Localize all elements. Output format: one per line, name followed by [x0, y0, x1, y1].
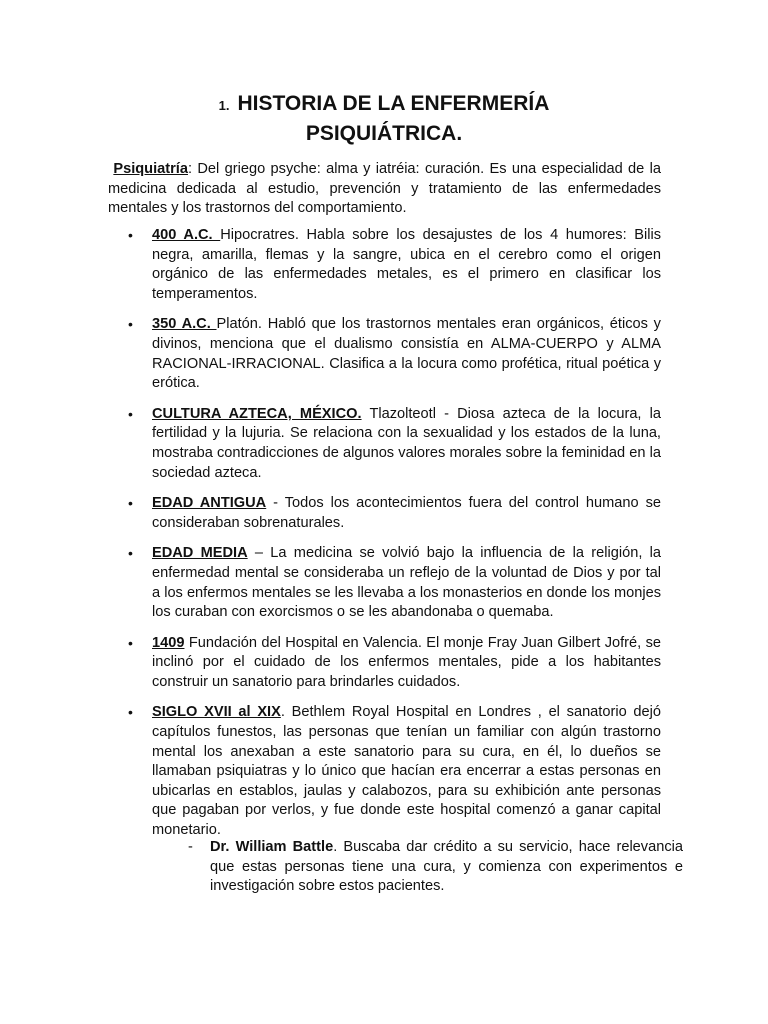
bullet-icon: •: [128, 634, 133, 651]
item-label: 400 A.C.: [152, 227, 221, 243]
item-text: – La medicina se volvió bajo la influencia de la religión, la enfermedad mental se consideraba un reflejo de la voluntad de Dios y por tal a los enfermos mentales se les llevaba a los monasterios en donde los monjes los curaban con exorcismos o se les abandonaba o quemaba.: [152, 545, 661, 621]
item-text: Platón. Habló que los trastornos mentales eran orgánicos, éticos y divinos, menciona que el dualismo consistía en ALMA-CUERPO y ALMA RACIONAL-IRRACIONAL. Clasifica a la locura como profética, ritual poética y erótica.: [152, 316, 661, 392]
list-item: [108, 226, 661, 304]
sub-item-label: Dr. William Battle: [210, 839, 334, 855]
item-label: 350 A.C.: [152, 316, 217, 333]
item-label: EDAD ANTIGUA: [152, 495, 267, 512]
intro-term: Psiquiatría: [113, 161, 188, 177]
item-text: Tlazolteotl - Diosa azteca de la locura, la fertilidad y la lujuria. Se relaciona con la sexualidad y los estados de la luna, mostraba contradicciones de algunos valores morales sobre la feminidad en la sociedad azteca.: [152, 405, 662, 481]
list-item: [108, 703, 661, 840]
item-label: EDAD MEDIA: [152, 545, 248, 562]
history-bullet-list: [108, 226, 661, 852]
list-item: [108, 634, 661, 693]
item-text: Fundación del Hospital en Valencia. El monje Fray Juan Gilbert Jofré, se inclinó por el cuidado de los enfermos mentales, pide a los habitantes construir un sanatorio para brindarles cuidados.: [152, 634, 661, 690]
item-label: SIGLO XVII al XIX: [152, 704, 281, 721]
bullet-icon: •: [128, 316, 133, 333]
list-item: [108, 315, 661, 393]
list-item: [108, 405, 661, 483]
intro-text: : Del griego psyche: alma y iatréia: curación. Es una especialidad de la medicina dedicada al estudio, prevención y tratamiento de las enfermedades mentales y los trastornos del comportamiento.: [108, 161, 661, 217]
item-text: - Todos los acontecimientos fuera del control humano se consideraban sobrenaturales.: [152, 495, 661, 531]
item-text: Hipocratres. Habla sobre los desajustes de los 4 humores: Bilis negra, amarilla, flemas y la sangre, ubica en el cerebro como el origen orgánico de las enfermedades metales, es el primero en clasificar los temperamentos.: [152, 227, 661, 302]
item-text: . Bethlem Royal Hospital en Londres , el sanatorio dejó capítulos funestos, las personas que tenían un familiar con algún trastorno mental los anexaban a este sanatorio para su cura, en él, lo dueños se llamaban psiquiatras y lo único que hacían era encerrar a estas personas en ubicarlas en establos, jaulas y calabozos, para su exhibición ante personas que pagaban por verlos, y fue donde este hospital comenzó a ganar capital monetario.: [152, 704, 661, 839]
bullet-icon: •: [128, 545, 133, 562]
page-title: [108, 90, 660, 148]
title-line-1: HISTORIA DE LA ENFERMERÍA: [237, 92, 550, 115]
bullet-icon: •: [128, 405, 133, 422]
bullet-icon: •: [128, 704, 133, 721]
intro-paragraph: [108, 160, 661, 219]
bullet-icon: •: [128, 227, 133, 243]
sub-item-text: . Buscaba dar crédito a su servicio, hace relevancia que estas personas tiene una cura, y comienza con experimentos e investigación sobre estos pacientes.: [210, 839, 683, 895]
item-label: CULTURA AZTECA, MÉXICO.: [152, 405, 362, 422]
title-number: 1.: [218, 98, 230, 113]
title-line-2: PSIQUIÁTRICA.: [305, 122, 463, 145]
bullet-icon: •: [128, 495, 133, 512]
list-item: [108, 544, 661, 622]
item-label: 1409: [152, 634, 185, 651]
sub-list-item: [188, 838, 683, 897]
list-item: [108, 494, 661, 533]
dash-icon: -: [188, 839, 193, 855]
